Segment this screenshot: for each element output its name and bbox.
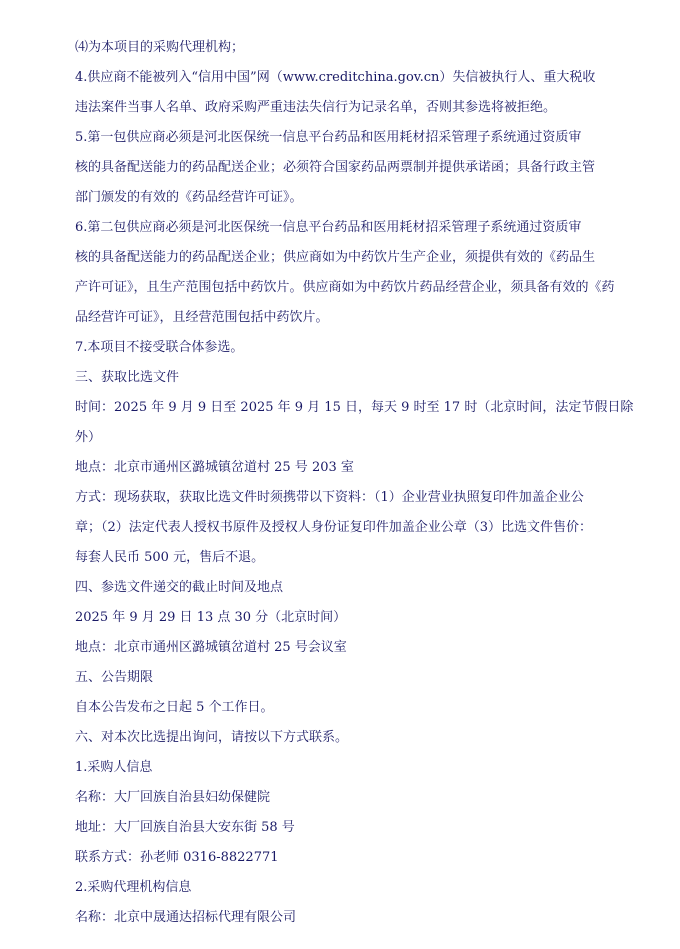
text-line: 1.采购人信息 [75,760,153,775]
text-line: 方式：现场获取，获取比选文件时须携带以下资料：（1）企业营业执照复印件加盖企业公 [75,490,584,505]
text-line: 违法案件当事人名单、政府采购严重违法失信行为记录名单，否则其参选将被拒绝。 [75,100,557,115]
text-line: 地址：大厂回族自治县大安东街 58 号 [75,820,295,835]
text-line: 2025 年 9 月 29 日 13 点 30 分（北京时间） [75,610,347,625]
text-line: 名称：大厂回族自治县妇幼保健院 [75,790,271,805]
text-line: 地点：北京市通州区潞城镇岔道村 25 号会议室 [75,640,347,655]
text-line: 4.供应商不能被列入“信用中国”网（www.creditchina.gov.cn）失信被执行人、重大税收 [75,70,596,85]
text-line: 地点：北京市通州区潞城镇岔道村 25 号 203 室 [75,460,354,475]
text-line: 名称：北京中晟通达招标代理有限公司 [75,910,297,925]
text-line: ⑷为本项目的采购代理机构； [75,40,245,55]
section-heading: 四、参选文件递交的截止时间及地点 [75,580,284,595]
text-line: 5.第一包供应商必须是河北医保统一信息平台药品和医用耗材招采管理子系统通过资质审 [75,130,582,145]
text-line: 外） [75,430,102,445]
text-line: 自本公告发布之日起 5 个工作日。 [75,700,274,715]
section-heading: 五、公告期限 [75,670,154,685]
text-line: 6.第二包供应商必须是河北医保统一信息平台药品和医用耗材招采管理子系统通过资质审 [75,220,582,235]
text-line: 7.本项目不接受联合体参选。 [75,340,244,355]
section-heading: 六、对本次比选提出询问，请按以下方式联系。 [75,730,349,745]
text-line: 品经营许可证》，且经营范围包括中药饮片。 [75,310,329,325]
text-line: 章；（2）法定代表人授权书原件及授权人身份证复印件加盖企业公章（3）比选文件售价： [75,520,593,535]
text-line: 部门颁发的有效的《药品经营许可证》。 [75,190,303,205]
text-line: 时间：2025 年 9 月 9 日至 2025 年 9 月 15 日，每天 9 时至 17 时（北京时间，法定节假日除 [75,400,634,415]
text-line: 核的具备配送能力的药品配送企业；供应商如为中药饮片生产企业，须提供有效的《药品生 [75,250,596,265]
text-line: 每套人民币 500 元，售后不退。 [75,550,265,565]
text-line: 核的具备配送能力的药品配送企业；必须符合国家药品两票制并提供承诺函；具备行政主管 [75,160,596,175]
text-line: 联系方式：孙老师 0316-8822771 [75,850,279,865]
text-line: 产许可证》，且生产范围包括中药饮片。供应商如为中药饮片药品经营企业，须具备有效的《药 [75,280,615,295]
text-line: 2.采购代理机构信息 [75,880,192,895]
section-heading: 三、获取比选文件 [75,370,180,385]
